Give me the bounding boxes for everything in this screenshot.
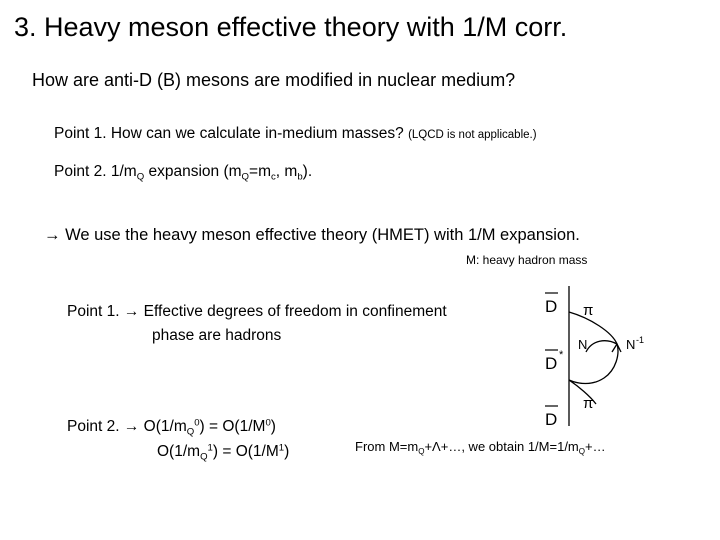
slide-title: 3. Heavy meson effective theory with 1/M corr. bbox=[14, 12, 568, 42]
superscript-1: 1 bbox=[207, 442, 213, 454]
pion-label-top: π bbox=[583, 302, 594, 319]
s2-text-a1: Point 2. → O(1/m bbox=[67, 418, 187, 435]
statement-1-line-2: phase are hadrons bbox=[152, 327, 282, 344]
point-1-note: (LQCD is not applicable.) bbox=[408, 129, 537, 141]
loop-arrow-icon bbox=[612, 344, 621, 352]
s2-text-b3: ) bbox=[284, 443, 290, 460]
hmet-conclusion: → We use the heavy meson effective theory (HMET) with 1/M expansion. bbox=[44, 226, 580, 244]
mass-definition-note: M: heavy hadron mass bbox=[466, 253, 588, 267]
research-question: How are anti-D (B) mesons are modified in nuclear medium? bbox=[32, 70, 516, 90]
subscript-q: Q bbox=[186, 426, 195, 438]
pion-label-bottom: π bbox=[583, 395, 594, 412]
s2-text-a3: ) bbox=[270, 418, 276, 435]
subscript-q: Q bbox=[136, 171, 145, 183]
point-2-text-e: ). bbox=[302, 163, 313, 180]
top-meson-label: D bbox=[545, 297, 558, 316]
from-text-a: From M=m bbox=[355, 439, 419, 454]
subscript-q: Q bbox=[418, 446, 425, 456]
point-2-text-d: , m bbox=[275, 163, 298, 180]
bottom-meson-label: D bbox=[545, 410, 558, 429]
from-text-b: +Λ+…, we obtain 1/M=1/m bbox=[424, 439, 579, 454]
subscript-b: b bbox=[297, 171, 303, 183]
superscript-0: 0 bbox=[194, 417, 200, 429]
feynman-diagram bbox=[520, 282, 670, 435]
subscript-q: Q bbox=[578, 446, 586, 456]
subscript-q: Q bbox=[200, 451, 208, 463]
point-2-text-b: expansion (m bbox=[144, 163, 242, 180]
mid-meson-label: D bbox=[545, 354, 558, 373]
pion-loop-upper bbox=[569, 312, 618, 384]
s2-text-b1: O(1/m bbox=[157, 443, 201, 460]
statement-2-line-1 bbox=[67, 418, 276, 436]
superscript-1: 1 bbox=[278, 442, 285, 454]
mid-meson-star: * bbox=[559, 349, 564, 361]
mass-expansion-relation bbox=[355, 439, 606, 454]
subscript-c: c bbox=[270, 171, 276, 183]
s2-text-a2: ) = O(1/M bbox=[199, 418, 266, 435]
statement-2-line-2 bbox=[157, 443, 289, 461]
point-1-question bbox=[54, 125, 537, 143]
superscript-0: 0 bbox=[265, 417, 271, 429]
point-2-text-c: =m bbox=[249, 163, 271, 180]
point-2-text-a: Point 2. 1/m bbox=[54, 163, 137, 180]
statement-1-line-1: Point 1. → Effective degrees of freedom in confinement bbox=[67, 303, 447, 320]
s2-text-b2: ) = O(1/M bbox=[212, 443, 279, 460]
nucleon-label: N bbox=[578, 337, 588, 352]
point-1-text: Point 1. How can we calculate in-medium masses? bbox=[54, 125, 404, 142]
point-2-expansion bbox=[54, 163, 312, 181]
nucleon-hole-label: N bbox=[626, 337, 636, 352]
nucleon-hole-exponent: -1 bbox=[636, 335, 645, 345]
from-text-c: +… bbox=[585, 439, 606, 454]
subscript-q: Q bbox=[241, 171, 250, 183]
